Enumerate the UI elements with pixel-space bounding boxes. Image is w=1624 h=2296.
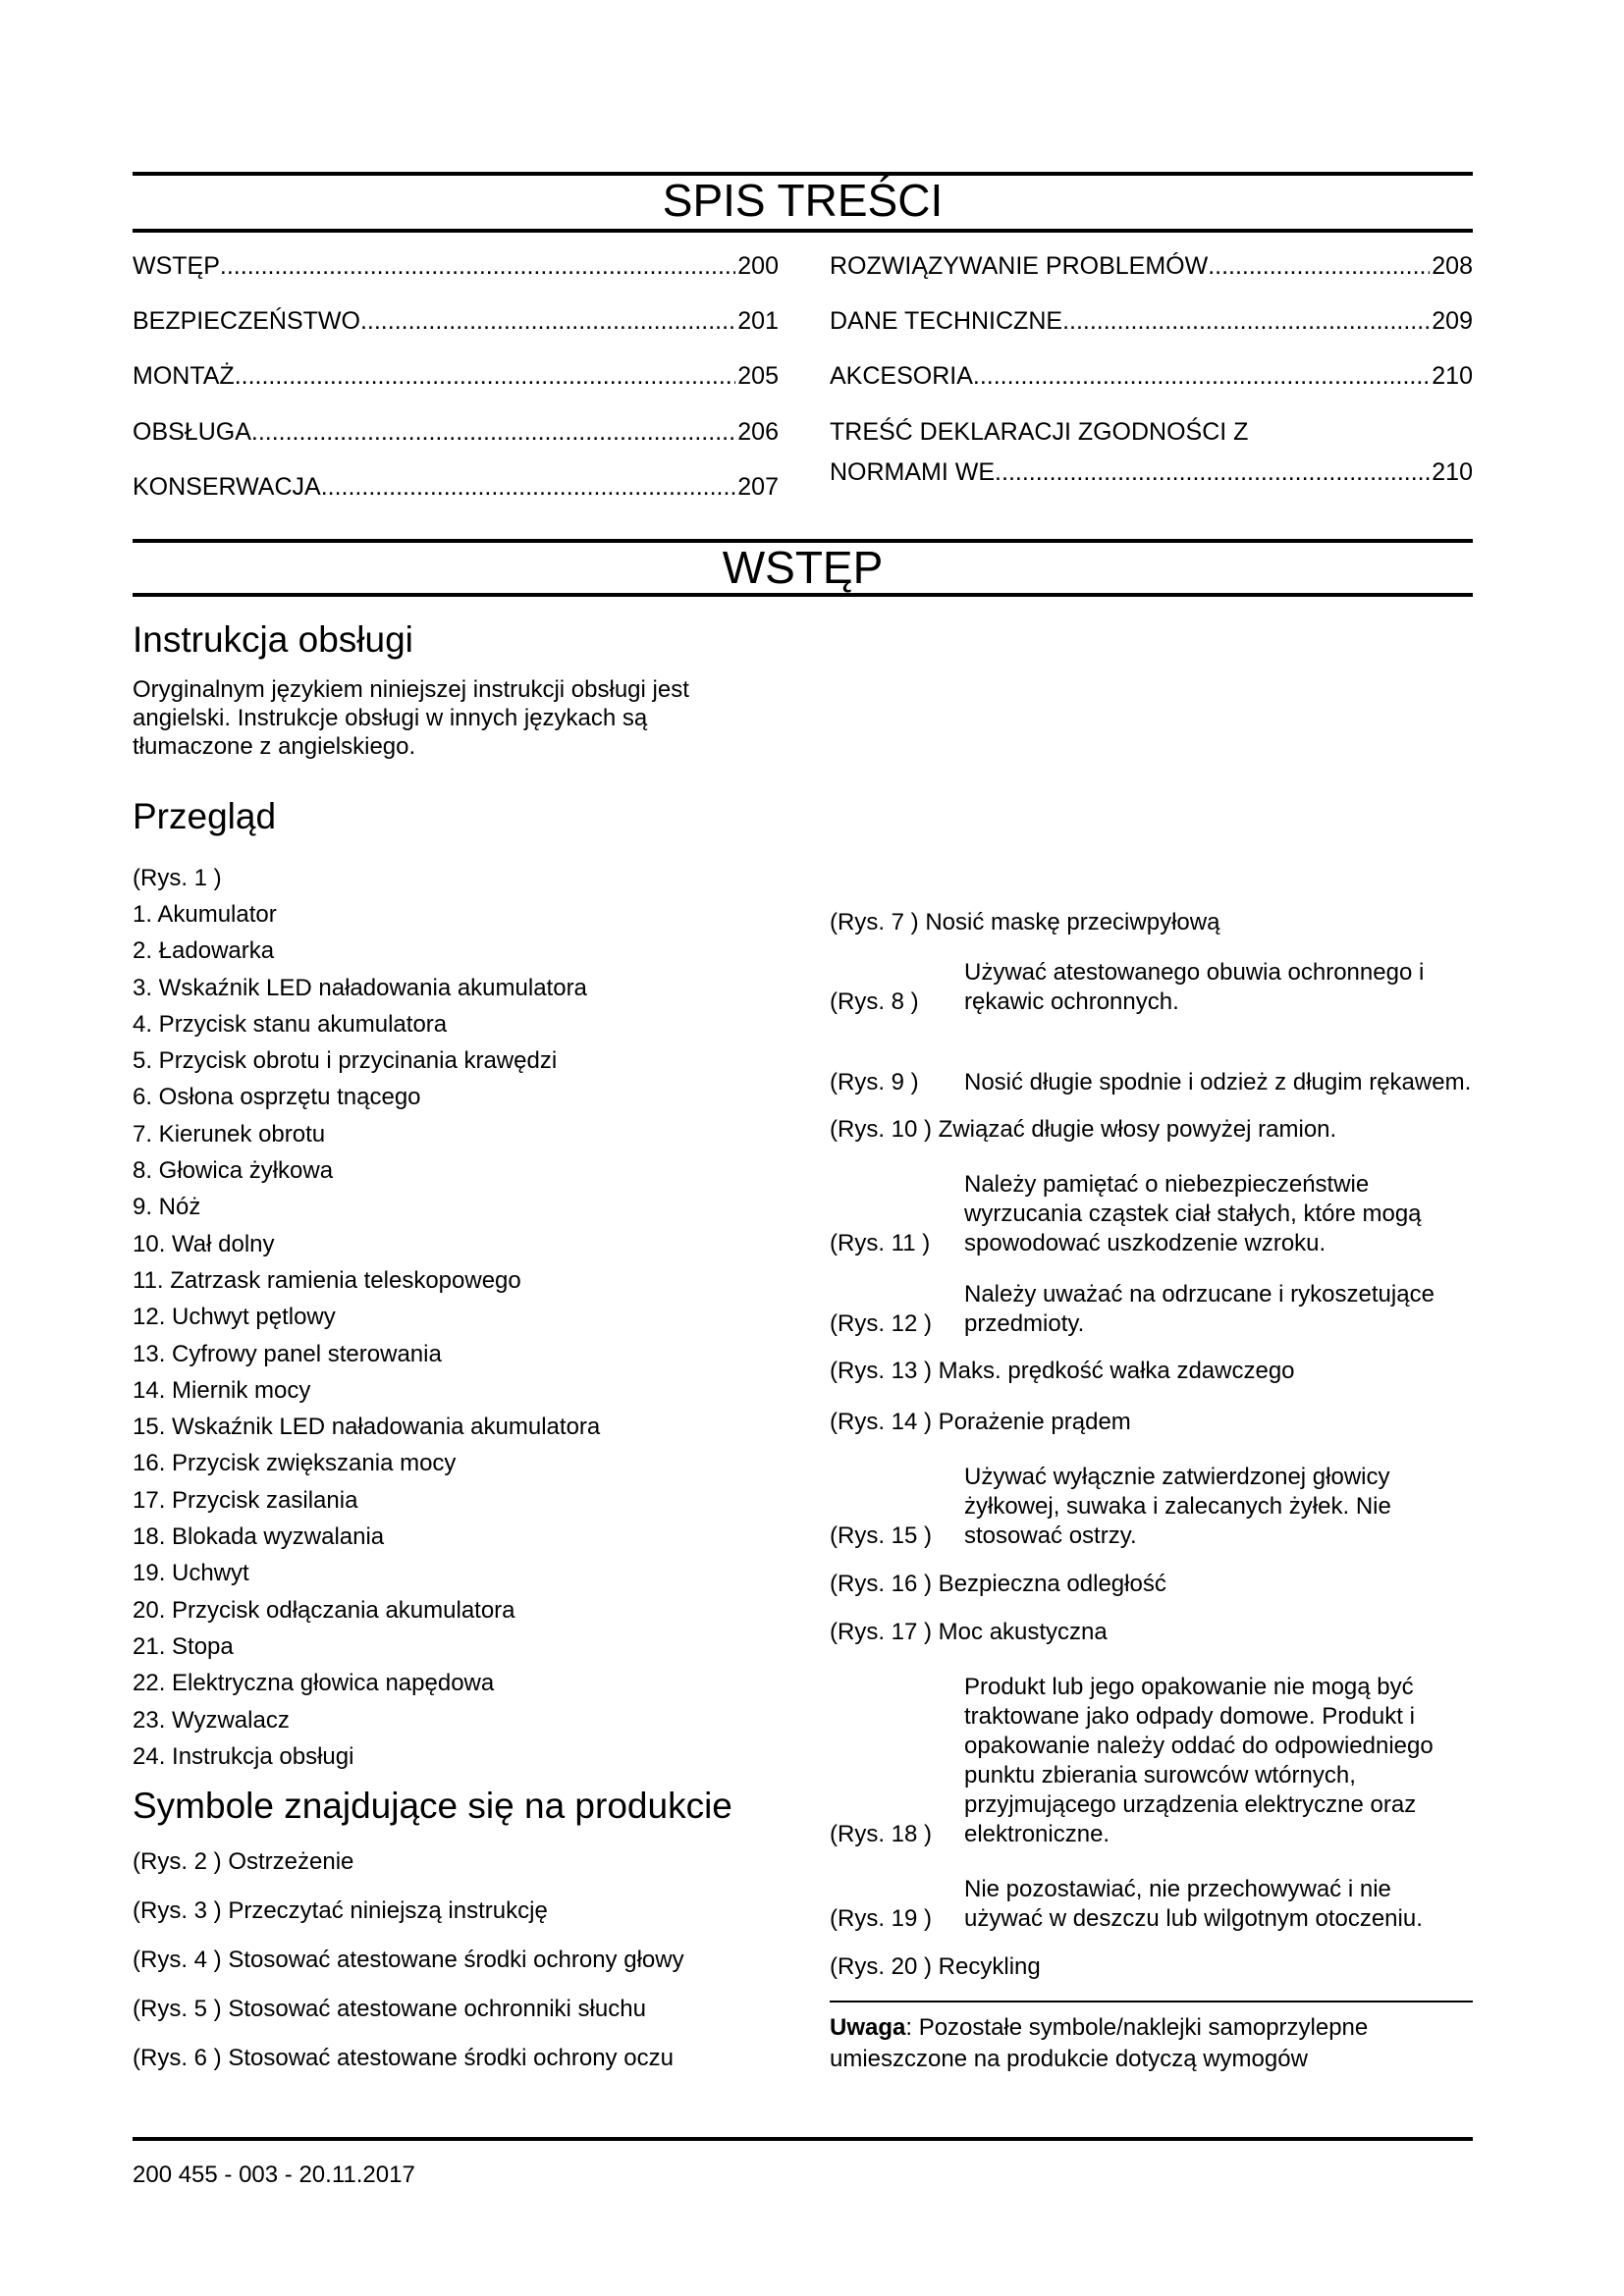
toc-item-akcesoria[interactable]: AKCESORIA ..... 210 (830, 361, 1473, 391)
list-item: 2. Ładowarka (133, 937, 275, 965)
note (830, 2012, 1478, 2075)
symbol-item: (Rys. 12 ) Należy uważać na odrzucane i rykoszetujące przedmioty. (830, 1281, 1435, 1337)
symbols-left-list (133, 1847, 684, 2093)
list-item: 18. Blokada wyzwalania (133, 1523, 385, 1551)
symbol-item: (Rys. 5 ) Stosować atestowane ochronniki słuchu (133, 1996, 646, 2022)
symbol-item: (Rys. 6 ) Stosować atestowane środki ochrony oczu (133, 2045, 674, 2071)
overview-list (133, 900, 600, 1779)
note-rule (830, 2001, 1473, 2002)
list-item: 11. Zatrzask ramienia teleskopowego (133, 1266, 521, 1294)
overview-fig-ref: (Rys. 1 ) (133, 865, 222, 891)
toc-item-montaz[interactable]: MONTAŻ ..... 205 (133, 361, 779, 391)
list-item: 22. Elektryczna głowica napędowa (133, 1670, 495, 1697)
toc-item-bezpieczenstwo[interactable]: BEZPIECZEŃSTWO ..... 201 (133, 306, 779, 336)
list-item: 7. Kierunek obrotu (133, 1120, 326, 1148)
list-item: 23. Wyzwalacz (133, 1706, 290, 1734)
symbol-item: (Rys. 19 ) Nie pozostawiać, nie przechowywać i nie używać w deszczu lub wilgotnym otoczeniu. (830, 1876, 1423, 1932)
section-bottom-rule (133, 593, 1473, 597)
list-item: 1. Akumulator (133, 901, 277, 928)
symbol-item: (Rys. 16 ) Bezpieczna odległość (830, 1571, 1166, 1597)
note-label: Uwaga (830, 2014, 906, 2041)
list-item: 12. Uchwyt pętlowy (133, 1304, 336, 1331)
symbol-item: (Rys. 10 ) Związać długie włosy powyżej ramion. (830, 1116, 1337, 1143)
footer-doc-number: 200 455 - 003 - 20.11.2017 (133, 2162, 415, 2188)
list-item: 13. Cyfrowy panel sterowania (133, 1340, 442, 1367)
symbol-item: (Rys. 15 ) Używać wyłącznie zatwierdzonej głowicy żyłkowej, suwaka i zalecanych żyłek. Nie stosować ostrzy. (830, 1464, 1391, 1549)
list-item: 10. Wał dolny (133, 1230, 275, 1257)
list-item: 17. Przycisk zasilania (133, 1486, 358, 1514)
footer-rule (133, 2137, 1473, 2141)
toc-item-konserwacja[interactable]: KONSERWACJA ..... 207 (133, 472, 779, 502)
list-item: 9. Nóż (133, 1194, 201, 1221)
list-item: 5. Przycisk obrotu i przycinania krawędzi (133, 1047, 558, 1075)
symbol-item: (Rys. 17 ) Moc akustyczna (830, 1619, 1108, 1645)
note-text: : Pozostałe symbole/naklejki samoprzylepne umieszczone na produkcie dotyczą wymogów (830, 2014, 1369, 2072)
symbol-item: (Rys. 4 ) Stosować atestowane środki ochrony głowy (133, 1947, 684, 1973)
manual-heading: Instrukcja obsługi (133, 619, 413, 660)
toc-bottom-rule (133, 229, 1473, 233)
symbol-item: (Rys. 2 ) Ostrzeżenie (133, 1848, 354, 1875)
symbol-item: (Rys. 3 ) Przeczytać niniejszą instrukcję (133, 1897, 548, 1924)
list-item: 21. Stopa (133, 1632, 234, 1660)
list-item: 14. Miernik mocy (133, 1376, 311, 1404)
list-item: 20. Przycisk odłączania akumulatora (133, 1596, 515, 1624)
symbol-item: (Rys. 14 ) Porażenie prądem (830, 1409, 1131, 1435)
symbol-item: (Rys. 8 ) Używać atestowanego obuwia ochronnego i rękawic ochronnych. (830, 959, 1425, 1015)
symbols-heading: Symbole znajdujące się na produkcie (133, 1786, 732, 1826)
toc-item-dane-techniczne[interactable]: DANE TECHNICZNE ..... 209 (830, 306, 1473, 336)
manual-text: Oryginalnym językiem niniejszej instrukcji obsługi jest angielski. Instrukcje obsługi w innych językach są tłumaczone z angielskiego. (133, 676, 689, 760)
toc-item-deklaracja-line1[interactable]: TREŚĆ DEKLARACJI ZGODNOŚCI Z (830, 418, 1249, 446)
symbol-item: (Rys. 9 ) Nosić długie spodnie i odzież z długim rękawem. (830, 1069, 1472, 1095)
toc-item-deklaracja[interactable]: NORMAMI WE ..... 210 (830, 457, 1473, 487)
toc-item-rozwiazywanie[interactable]: ROZWIĄZYWANIE PROBLEMÓW ..... 208 (830, 251, 1473, 281)
list-item: 15. Wskaźnik LED naładowania akumulatora (133, 1414, 601, 1441)
list-item: 19. Uchwyt (133, 1560, 249, 1587)
symbol-item: (Rys. 7 ) Nosić maskę przeciwpyłową (830, 909, 1220, 935)
list-item: 6. Osłona osprzętu tnącego (133, 1084, 421, 1111)
list-item: 4. Przycisk stanu akumulatora (133, 1010, 448, 1038)
overview-heading: Przegląd (133, 796, 277, 836)
toc-item-obsluga[interactable]: OBSŁUGA ..... 206 (133, 417, 779, 447)
symbol-item: (Rys. 11 ) Należy pamiętać o niebezpieczeństwie wyrzucania cząstek ciał stałych, które mogą spowodować uszkodzenie wzroku. (830, 1171, 1422, 1256)
symbol-item: (Rys. 20 ) Recykling (830, 1953, 1041, 1980)
list-item: 3. Wskaźnik LED naładowania akumulatora (133, 974, 587, 1001)
toc-title: SPIS TREŚCI (662, 175, 944, 226)
symbol-item: (Rys. 13 ) Maks. prędkość wałka zdawczego (830, 1358, 1295, 1384)
list-item: 16. Przycisk zwiększania mocy (133, 1450, 457, 1477)
toc-item-wstep[interactable]: WSTĘP ..... 200 (133, 251, 779, 281)
list-item: 8. Głowica żyłkowa (133, 1157, 334, 1185)
section-title: WSTĘP (722, 542, 884, 593)
list-item: 24. Instrukcja obsługi (133, 1742, 354, 1770)
symbol-item: (Rys. 18 ) Produkt lub jego opakowanie nie mogą być traktowane jako odpady domowe. Produkt i opakowanie należy oddać do odpowiedniego punktu zbierania surowców wtórnych, przyjmującego urządzenia elektryczne oraz elektroniczne. (830, 1674, 1434, 1847)
